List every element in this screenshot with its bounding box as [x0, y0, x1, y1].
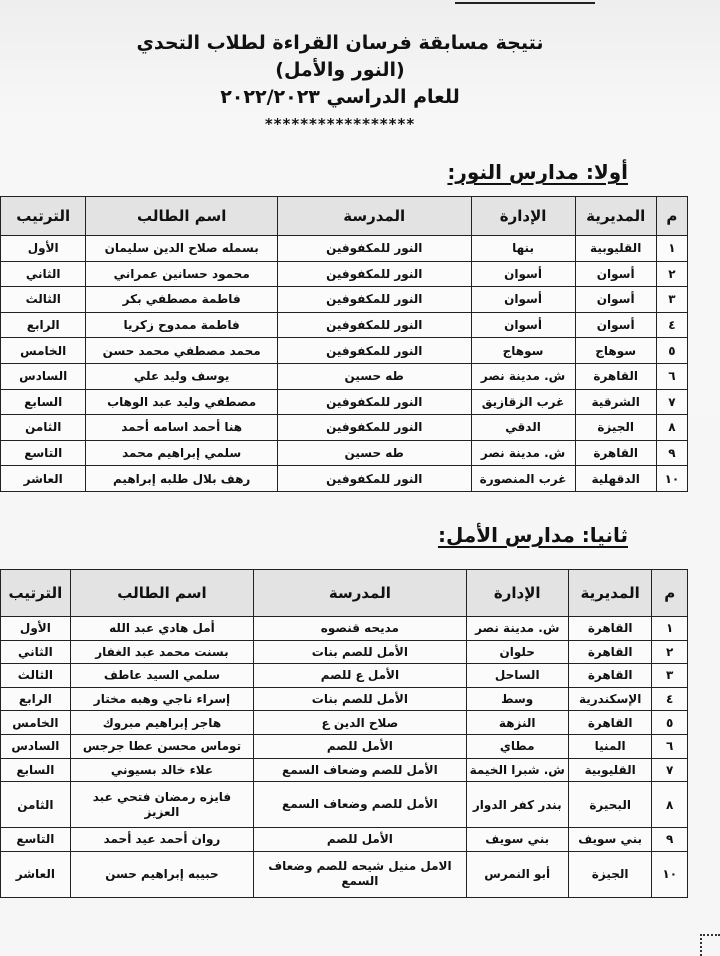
- cell-student: سلمي السيد عاطف: [70, 664, 253, 688]
- cell-rank: الرابع: [1, 687, 71, 711]
- cell-rank: التاسع: [1, 828, 71, 852]
- cell-administration: أسوان: [471, 312, 575, 338]
- cell-administration: أسوان: [471, 287, 575, 313]
- cell-administration: بني سويف: [466, 828, 568, 852]
- cell-number: ٧: [652, 758, 688, 782]
- column-header: الإدارة: [466, 570, 568, 617]
- cell-student: بسنت محمد عبد الغفار: [70, 640, 253, 664]
- table-row: [1, 851, 688, 897]
- cell-number: ٦: [656, 363, 687, 389]
- cell-number: ٢: [656, 261, 687, 287]
- cell-administration: ش. شبرا الخيمة: [466, 758, 568, 782]
- table-row: [1, 312, 688, 338]
- cell-number: ٥: [656, 338, 687, 364]
- corner-mark: [700, 934, 720, 956]
- cell-governorate: سوهاج: [575, 338, 656, 364]
- section-title-nour: أولا: مدارس النور:: [447, 160, 628, 184]
- cell-governorate: القاهرة: [568, 640, 652, 664]
- table-header-row: [1, 197, 688, 236]
- column-header: المدرسة: [277, 197, 471, 236]
- cell-governorate: أسوان: [575, 261, 656, 287]
- column-header: المديرية: [575, 197, 656, 236]
- cell-school: الأمل للصم: [254, 734, 466, 758]
- column-header: الإدارة: [471, 197, 575, 236]
- cell-governorate: أسوان: [575, 287, 656, 313]
- cell-administration: ش. مدينة نصر: [466, 617, 568, 641]
- header-year: للعام الدراسي ٢٠٢٢/٢٠٢٣: [220, 86, 460, 108]
- cell-governorate: القاهرة: [575, 363, 656, 389]
- cell-school: مديحه قنصوه: [254, 617, 466, 641]
- cell-student: مصطفي وليد عبد الوهاب: [86, 389, 278, 415]
- cell-school: الامل منيل شيحه للصم وضعاف السمع: [254, 851, 466, 897]
- cell-governorate: القاهرة: [568, 711, 652, 735]
- cell-number: ٤: [656, 312, 687, 338]
- cell-school: النور للمكفوفين: [277, 389, 471, 415]
- column-header: الترتيب: [1, 570, 71, 617]
- cell-number: ٨: [656, 415, 687, 441]
- cell-governorate: الشرقية: [575, 389, 656, 415]
- cell-school: الأمل ع للصم: [254, 664, 466, 688]
- cell-school: الأمل للصم: [254, 828, 466, 852]
- cell-rank: الثامن: [1, 415, 86, 441]
- cell-number: ٤: [652, 687, 688, 711]
- cell-administration: بنها: [471, 236, 575, 262]
- cell-school: النور للمكفوفين: [277, 312, 471, 338]
- cell-number: ٧: [656, 389, 687, 415]
- cell-governorate: الجيزة: [575, 415, 656, 441]
- table-row: [1, 758, 688, 782]
- cell-student: توماس محسن عطا جرجس: [70, 734, 253, 758]
- cell-administration: غرب الزقازيق: [471, 389, 575, 415]
- cell-administration: مطاي: [466, 734, 568, 758]
- cell-governorate: المنيا: [568, 734, 652, 758]
- cell-school: الأمل للصم وضعاف السمع: [254, 758, 466, 782]
- cell-administration: الساحل: [466, 664, 568, 688]
- cell-governorate: الدقهلية: [575, 466, 656, 492]
- table-row: [1, 828, 688, 852]
- cell-governorate: القليوبية: [575, 236, 656, 262]
- table-row: [1, 338, 688, 364]
- table-row: [1, 782, 688, 828]
- table-row: [1, 687, 688, 711]
- cell-rank: السادس: [1, 363, 86, 389]
- cell-student: فاطمة مصطفي بكر: [86, 287, 278, 313]
- cell-student: بسمله صلاح الدين سليمان: [86, 236, 278, 262]
- cell-rank: الرابع: [1, 312, 86, 338]
- table-row: [1, 734, 688, 758]
- cell-number: ٩: [652, 828, 688, 852]
- table-row: [1, 363, 688, 389]
- cell-governorate: أسوان: [575, 312, 656, 338]
- cell-rank: الأول: [1, 236, 86, 262]
- cell-school: طه حسين: [277, 440, 471, 466]
- cell-governorate: القاهرة: [568, 664, 652, 688]
- cell-rank: الثامن: [1, 782, 71, 828]
- table-row: [1, 617, 688, 641]
- cell-governorate: بني سويف: [568, 828, 652, 852]
- cell-student: أمل هادي عبد الله: [70, 617, 253, 641]
- cell-number: ٣: [656, 287, 687, 313]
- header-stars: *****************: [264, 115, 416, 133]
- cell-number: ٦: [652, 734, 688, 758]
- cell-school: طه حسين: [277, 363, 471, 389]
- cell-number: ١: [656, 236, 687, 262]
- cell-rank: الثاني: [1, 261, 86, 287]
- cell-school: الأمل للصم بنات: [254, 687, 466, 711]
- cell-school: النور للمكفوفين: [277, 287, 471, 313]
- cell-administration: الدقي: [471, 415, 575, 441]
- cell-administration: ش. مدينة نصر: [471, 363, 575, 389]
- cell-student: هنا أحمد اسامه أحمد: [86, 415, 278, 441]
- cell-rank: العاشر: [1, 466, 86, 492]
- cell-student: هاجر إبراهيم مبروك: [70, 711, 253, 735]
- cell-student: فاطمة ممدوح زكريا: [86, 312, 278, 338]
- cell-student: محمود حسانين عمراني: [86, 261, 278, 287]
- cell-rank: الأول: [1, 617, 71, 641]
- document-header: [0, 30, 720, 138]
- cell-number: ٨: [652, 782, 688, 828]
- table-row: [1, 236, 688, 262]
- cell-student: إسراء ناجي وهبه مختار: [70, 687, 253, 711]
- cell-governorate: القليوبية: [568, 758, 652, 782]
- cell-student: روان أحمد عيد أحمد: [70, 828, 253, 852]
- column-header: المديرية: [568, 570, 652, 617]
- cell-rank: السادس: [1, 734, 71, 758]
- cell-school: النور للمكفوفين: [277, 236, 471, 262]
- table-row: [1, 287, 688, 313]
- cell-governorate: القاهرة: [568, 617, 652, 641]
- table-row: [1, 440, 688, 466]
- cell-student: علاء خالد بسيوني: [70, 758, 253, 782]
- table-row: [1, 261, 688, 287]
- column-header: اسم الطالب: [70, 570, 253, 617]
- cell-rank: التاسع: [1, 440, 86, 466]
- table-row: [1, 466, 688, 492]
- cell-administration: وسط: [466, 687, 568, 711]
- table-row: [1, 640, 688, 664]
- table-row: [1, 664, 688, 688]
- cell-school: النور للمكفوفين: [277, 261, 471, 287]
- cell-number: ٥: [652, 711, 688, 735]
- column-header: م: [652, 570, 688, 617]
- cell-governorate: الجيزة: [568, 851, 652, 897]
- column-header: المدرسة: [254, 570, 466, 617]
- cell-governorate: القاهرة: [575, 440, 656, 466]
- cell-governorate: الإسكندرية: [568, 687, 652, 711]
- cell-rank: السابع: [1, 758, 71, 782]
- header-subtitle: (النور والأمل): [275, 59, 405, 81]
- cell-administration: بندر كفر الدوار: [466, 782, 568, 828]
- table-row: [1, 389, 688, 415]
- cell-school: النور للمكفوفين: [277, 415, 471, 441]
- cell-administration: أسوان: [471, 261, 575, 287]
- column-header: الترتيب: [1, 197, 86, 236]
- cell-school: الأمل للصم وضعاف السمع: [254, 782, 466, 828]
- cell-administration: غرب المنصورة: [471, 466, 575, 492]
- cell-student: رهف بلال طلبه إبراهيم: [86, 466, 278, 492]
- cell-administration: ش. مدينة نصر: [471, 440, 575, 466]
- cell-rank: السابع: [1, 389, 86, 415]
- column-header: م: [656, 197, 687, 236]
- cell-administration: أبو النمرس: [466, 851, 568, 897]
- cell-number: ٩: [656, 440, 687, 466]
- cell-rank: الثاني: [1, 640, 71, 664]
- cell-rank: الثالث: [1, 664, 71, 688]
- table-header-row: [1, 570, 688, 617]
- cell-number: ١٠: [656, 466, 687, 492]
- cell-rank: الخامس: [1, 338, 86, 364]
- cell-number: ١: [652, 617, 688, 641]
- cell-school: الأمل للصم بنات: [254, 640, 466, 664]
- cell-administration: سوهاج: [471, 338, 575, 364]
- cell-number: ١٠: [652, 851, 688, 897]
- cell-rank: الثالث: [1, 287, 86, 313]
- cell-number: ٣: [652, 664, 688, 688]
- cell-school: النور للمكفوفين: [277, 466, 471, 492]
- table-row: [1, 415, 688, 441]
- header-title: نتيجة مسابقة فرسان القراءة لطلاب التحدي: [136, 32, 544, 54]
- cell-rank: العاشر: [1, 851, 71, 897]
- column-header: اسم الطالب: [86, 197, 278, 236]
- section-title-amal: ثانيا: مدارس الأمل:: [437, 523, 628, 547]
- cell-student: محمد مصطفي محمد حسن: [86, 338, 278, 364]
- table-row: [1, 711, 688, 735]
- cell-administration: حلوان: [466, 640, 568, 664]
- cell-school: صلاح الدين ع: [254, 711, 466, 735]
- top-rule: [455, 0, 595, 4]
- cell-administration: النزهة: [466, 711, 568, 735]
- cell-student: فايزه رمضان فتحي عبد العزيز: [70, 782, 253, 828]
- cell-governorate: البحيرة: [568, 782, 652, 828]
- results-table-nour: [0, 196, 688, 492]
- cell-school: النور للمكفوفين: [277, 338, 471, 364]
- cell-rank: الخامس: [1, 711, 71, 735]
- cell-student: يوسف وليد علي: [86, 363, 278, 389]
- results-table-amal: [0, 569, 688, 898]
- cell-number: ٢: [652, 640, 688, 664]
- cell-student: حبيبه إبراهيم حسن: [70, 851, 253, 897]
- cell-student: سلمي إبراهيم محمد: [86, 440, 278, 466]
